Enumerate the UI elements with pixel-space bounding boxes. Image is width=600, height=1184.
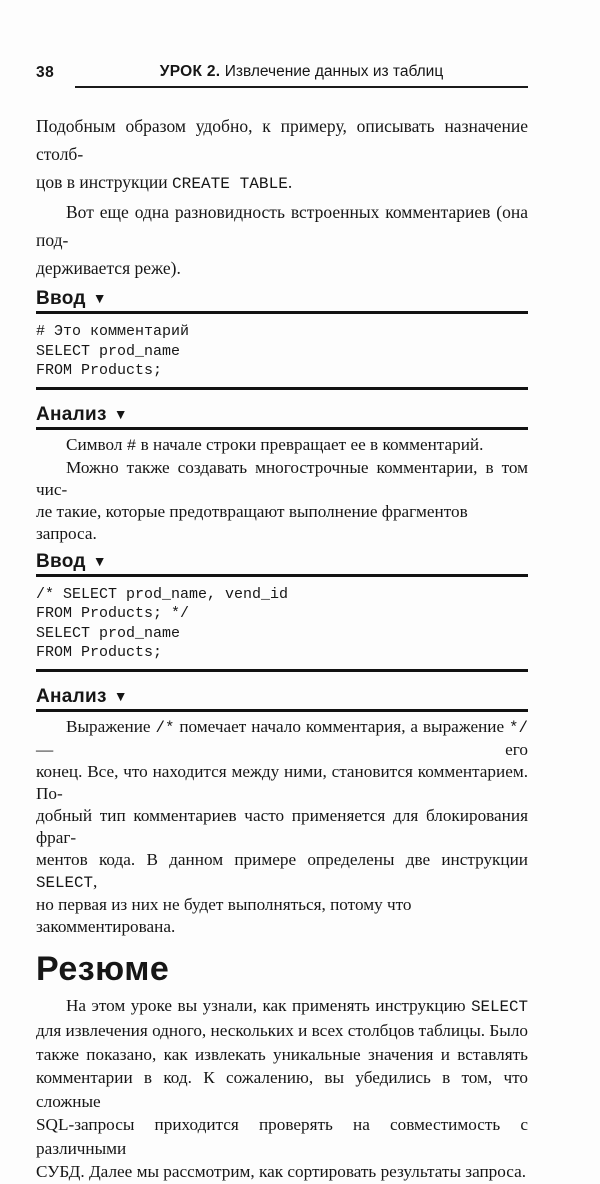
text-span: ментов кода. В данном примере определены две инструкции <box>36 849 528 869</box>
section-rule <box>36 669 528 672</box>
text-line <box>36 894 528 938</box>
lesson-label: УРОК 2. <box>159 63 221 80</box>
down-triangle-icon: ▼ <box>92 290 107 306</box>
page-body <box>36 88 528 1184</box>
lesson-title: Извлечение данных из таблиц <box>220 63 444 80</box>
text-span: Можно также создавать многострочные комментарии, в том чис- <box>36 457 528 499</box>
section-heading-label: Анализ <box>36 403 107 425</box>
text-span: держивается реже). <box>36 258 181 278</box>
text-span: На этом уроке вы узнали, как применять инструкцию <box>66 995 472 1015</box>
text-line <box>36 112 528 168</box>
inline-code: /* <box>155 718 175 737</box>
text-line <box>36 434 528 457</box>
inline-code: SELECT <box>36 873 93 892</box>
code-block <box>36 322 528 381</box>
page-number: 38 <box>36 64 55 81</box>
text-line <box>36 805 528 849</box>
text-span: Подобным образом удобно, к примеру, описывать назначение столб- <box>36 116 528 164</box>
paragraph <box>36 716 528 938</box>
text-line <box>36 254 528 282</box>
text-span: также показано, как извлекать уникальные значения и вставлять <box>36 1044 528 1064</box>
section-heading-label: Ввод <box>36 550 86 572</box>
paragraph <box>36 457 528 545</box>
text-span: комментарии в код. К сожалению, вы убедились в том, что сложные <box>36 1068 528 1111</box>
code-line: FROM Products; <box>36 644 163 661</box>
text-span: Выражение <box>66 716 156 736</box>
inline-code: */ <box>509 718 529 737</box>
text-span: , <box>92 871 98 891</box>
text-span: . <box>287 172 293 192</box>
paragraph <box>36 994 528 1184</box>
text-span: добный тип комментариев часто применяется для блокирования фраг- <box>36 805 528 847</box>
section-rule <box>36 387 528 390</box>
text-line <box>36 1066 528 1113</box>
code-line: SELECT prod_name <box>36 342 181 360</box>
down-triangle-icon: ▼ <box>92 552 107 569</box>
text-span: конец. Все, что находится между ними, становится комментарием. По- <box>36 761 528 803</box>
text-line <box>36 716 528 761</box>
text-span: — его <box>36 739 528 759</box>
section-heading-analysis <box>36 404 528 430</box>
code-block <box>36 585 528 663</box>
paragraph <box>36 434 528 457</box>
text-line <box>36 761 528 805</box>
header-title <box>75 63 528 81</box>
text-line <box>36 1113 528 1160</box>
section-heading-label: Анализ <box>36 685 107 707</box>
text-line <box>36 1160 528 1184</box>
text-line <box>36 994 528 1020</box>
text-span: ле такие, которые предотвращают выполнение фрагментов запроса. <box>36 501 468 543</box>
page-header <box>36 61 528 88</box>
down-triangle-icon: ▼ <box>113 687 128 704</box>
text-line <box>36 1019 528 1043</box>
paragraph <box>36 198 528 282</box>
code-line: SELECT prod_name <box>36 624 181 642</box>
text-line <box>36 1043 528 1067</box>
code-line: # Это комментарий <box>36 323 190 340</box>
text-span: цов в инструкции <box>36 172 172 192</box>
paragraph <box>36 112 528 198</box>
text-span: помечает начало комментария, а выражение <box>174 716 510 736</box>
text-span: Вот еще одна разновидность встроенных комментариев (она под- <box>36 202 528 250</box>
section-heading-analysis <box>36 686 528 712</box>
code-line: FROM Products; <box>36 362 163 379</box>
text-span: в начале строки превращает ее в комментарий. <box>136 434 484 454</box>
code-line: FROM Products; */ <box>36 605 190 622</box>
text-span: для извлечения одного, нескольких и всех столбцов таблицы. Было <box>36 1021 528 1040</box>
inline-code: SELECT <box>471 997 528 1016</box>
text-span: SQL-запросы приходится проверять на совместимость с различными <box>36 1115 528 1158</box>
text-span: СУБД. Далее мы рассмотрим, как сортировать результаты запроса. <box>36 1162 527 1181</box>
section-heading-input <box>36 288 528 314</box>
text-line <box>36 849 528 894</box>
code-line: /* SELECT prod_name, vend_id <box>36 585 289 603</box>
summary-heading: Резюме <box>36 949 170 988</box>
section-heading-label: Ввод <box>36 288 86 309</box>
text-line <box>36 198 528 254</box>
text-line <box>36 501 528 545</box>
text-line <box>36 168 528 198</box>
text-span: но первая из них не будет выполняться, потому что закомментирована. <box>36 894 412 936</box>
inline-code: CREATE TABLE <box>172 175 288 193</box>
section-heading-input <box>36 551 528 577</box>
text-span: Символ <box>66 434 127 454</box>
inline-code: # <box>126 436 137 455</box>
text-line <box>36 457 528 501</box>
down-triangle-icon: ▼ <box>113 405 128 422</box>
